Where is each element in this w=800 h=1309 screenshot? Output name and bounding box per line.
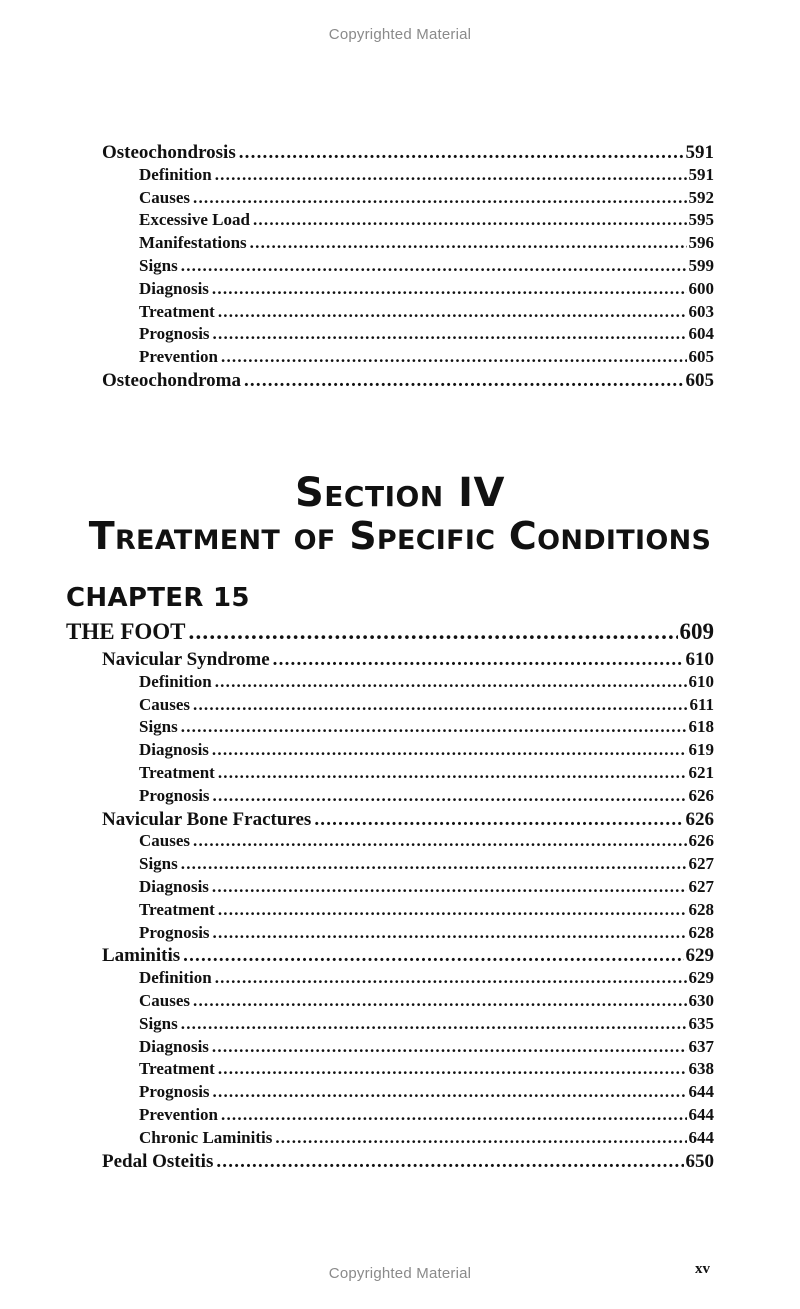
toc-page: 595: [688, 210, 714, 230]
toc-label: Treatment: [139, 1059, 215, 1079]
toc-page: 605: [685, 370, 714, 391]
toc-page: 629: [685, 945, 714, 967]
toc-entry: [102, 649, 714, 671]
toc-entry: [139, 256, 714, 276]
toc-leader-dots: [218, 1059, 687, 1079]
toc-entry: [102, 945, 714, 967]
toc-label: Diagnosis: [139, 278, 209, 298]
toc-page: 596: [688, 233, 714, 253]
toc-entry: [139, 347, 714, 367]
toc-page: 621: [688, 763, 714, 782]
toc-label: Definition: [139, 968, 212, 988]
toc-page: 619: [688, 740, 714, 760]
toc-leader-dots: [215, 672, 687, 692]
toc-page: 603: [688, 301, 714, 321]
toc-label: Prognosis: [139, 922, 210, 942]
toc-page: 626: [685, 808, 714, 830]
toc-label: Prognosis: [139, 785, 210, 805]
toc-page: 609: [679, 619, 714, 644]
toc-entry: [139, 717, 714, 737]
toc-leader-dots: [218, 763, 687, 783]
toc-page: 599: [688, 256, 714, 275]
toc-label: Laminitis: [102, 945, 181, 967]
toc-page: 626: [688, 831, 714, 851]
toc-leader-dots: [215, 165, 687, 185]
toc-leader-dots: [275, 1128, 686, 1148]
toc-entry: [139, 324, 714, 344]
toc-page: 627: [688, 877, 714, 896]
section-title: Section IV: [294, 470, 505, 516]
toc-entry: [139, 900, 714, 920]
toc-entry: [139, 1014, 714, 1034]
toc-page: 628: [688, 922, 714, 942]
toc-label: Causes: [139, 187, 191, 207]
toc-label: Manifestations: [139, 233, 247, 253]
toc-label: Pedal Osteitis: [102, 1150, 214, 1172]
toc-entry: [139, 968, 714, 988]
toc-page: 637: [688, 1036, 714, 1056]
toc-leader-dots: [215, 968, 687, 988]
toc-label: Causes: [139, 694, 191, 714]
section-subtitle: Treatment of Specific Conditions: [88, 514, 712, 558]
toc-label: Diagnosis: [139, 740, 209, 760]
toc-label: Causes: [139, 831, 191, 851]
toc-page: 635: [688, 1013, 714, 1033]
toc-leader-dots: [181, 1014, 687, 1034]
toc-page: 626: [688, 785, 714, 805]
toc-label: Prognosis: [139, 1082, 210, 1102]
toc-page: 592: [688, 187, 714, 207]
toc-entry-chapter-title: [66, 619, 714, 645]
toc-leader-dots: [244, 370, 684, 392]
toc-label: Signs: [139, 1013, 178, 1033]
toc-leader-dots: [213, 324, 687, 344]
toc-leader-dots: [193, 831, 686, 851]
toc-leader-dots: [181, 256, 687, 276]
toc-entry: [139, 786, 714, 806]
toc-page: 600: [688, 278, 714, 298]
toc-entry: [102, 142, 714, 164]
toc-label: Prevention: [139, 347, 219, 367]
toc-label: Navicular Bone Fractures: [102, 808, 312, 830]
toc-label: Osteochondroma: [102, 370, 241, 391]
toc-page: 610: [688, 671, 714, 691]
toc-page: 638: [688, 1059, 714, 1079]
toc-leader-dots: [212, 279, 687, 299]
toc-entry: [139, 1128, 714, 1148]
toc-entry: [139, 831, 714, 851]
toc-leader-dots: [213, 923, 687, 943]
toc-leader-dots: [193, 695, 687, 715]
toc-leader-dots: [221, 347, 686, 367]
toc-page: 628: [688, 899, 714, 919]
toc-entry: [139, 233, 714, 253]
toc-leader-dots: [213, 786, 687, 806]
toc-label: Treatment: [139, 763, 215, 782]
toc-entry: [139, 1105, 714, 1125]
toc-page: 644: [688, 1082, 714, 1102]
toc-leader-dots: [212, 1037, 687, 1057]
toc-label: Navicular Syndrome: [102, 649, 270, 670]
toc-leader-dots: [221, 1105, 686, 1125]
toc-leader-dots: [253, 210, 687, 230]
toc-label: Treatment: [139, 301, 215, 321]
toc-leader-dots: [213, 1082, 687, 1102]
toc-page: 591: [688, 164, 714, 184]
toc-leader-dots: [239, 142, 684, 164]
toc-leader-dots: [193, 188, 686, 208]
copyright-watermark-top: Copyrighted Material: [328, 26, 472, 43]
toc-page: 650: [685, 1150, 714, 1172]
toc-page: 629: [688, 968, 714, 988]
toc-leader-dots: [212, 740, 687, 760]
toc-entry: [139, 210, 714, 230]
toc-entry: [102, 370, 714, 392]
toc-page: 610: [685, 649, 714, 670]
toc-label: Prevention: [139, 1105, 219, 1124]
toc-entry: [102, 809, 714, 831]
toc-page: 591: [685, 142, 714, 163]
toc-leader-dots: [181, 717, 687, 737]
toc-entry: [139, 188, 714, 208]
toc-page: 618: [688, 717, 714, 737]
page-number: xv: [695, 1261, 710, 1277]
toc-entry: [139, 854, 714, 874]
toc-leader-dots: [250, 233, 687, 253]
toc-entry: [139, 165, 714, 185]
toc-leader-dots: [314, 809, 683, 831]
toc-label: Excessive Load: [139, 210, 250, 230]
toc-page: 627: [688, 854, 714, 874]
toc-entry: [139, 923, 714, 943]
toc-entry: [139, 740, 714, 760]
toc-entry: [139, 763, 714, 783]
toc-entry: [102, 1151, 714, 1173]
toc-entry: [139, 877, 714, 897]
toc-page: 644: [688, 1105, 714, 1124]
toc-label: Diagnosis: [139, 1036, 209, 1056]
toc-label: THE FOOT: [66, 619, 186, 644]
toc-label: Causes: [139, 991, 191, 1010]
toc-leader-dots: [189, 619, 678, 645]
toc-leader-dots: [193, 991, 686, 1011]
toc-entry: [139, 672, 714, 692]
toc-page: 644: [688, 1127, 714, 1147]
toc-label: Definition: [139, 164, 212, 184]
toc-entry: [139, 302, 714, 322]
toc-page: 630: [688, 991, 714, 1010]
toc-entry: [139, 991, 714, 1011]
toc-label: Diagnosis: [139, 877, 209, 896]
toc-entry: [139, 1037, 714, 1057]
chapter-heading: CHAPTER 15: [66, 583, 250, 613]
toc-label: Prognosis: [139, 324, 210, 344]
toc-label: Definition: [139, 671, 212, 691]
toc-page: 604: [688, 324, 714, 344]
toc-leader-dots: [216, 1151, 683, 1173]
toc-label: Treatment: [139, 899, 215, 919]
toc-entry: [139, 695, 714, 715]
toc-entry: [139, 1082, 714, 1102]
toc-leader-dots: [273, 649, 684, 671]
toc-label: Signs: [139, 717, 178, 737]
toc-label: Osteochondrosis: [102, 142, 236, 163]
toc-label: Signs: [139, 256, 178, 275]
toc-leader-dots: [218, 302, 687, 322]
toc-page: 605: [688, 347, 714, 367]
toc-entry: [139, 1059, 714, 1079]
copyright-watermark-bottom: Copyrighted Material: [328, 1265, 472, 1282]
toc-label: Signs: [139, 854, 178, 874]
toc-leader-dots: [212, 877, 687, 897]
toc-leader-dots: [181, 854, 687, 874]
toc-leader-dots: [183, 945, 683, 967]
toc-entry: [139, 279, 714, 299]
toc-page: 611: [689, 694, 714, 714]
toc-label: Chronic Laminitis: [139, 1127, 273, 1147]
toc-leader-dots: [218, 900, 687, 920]
